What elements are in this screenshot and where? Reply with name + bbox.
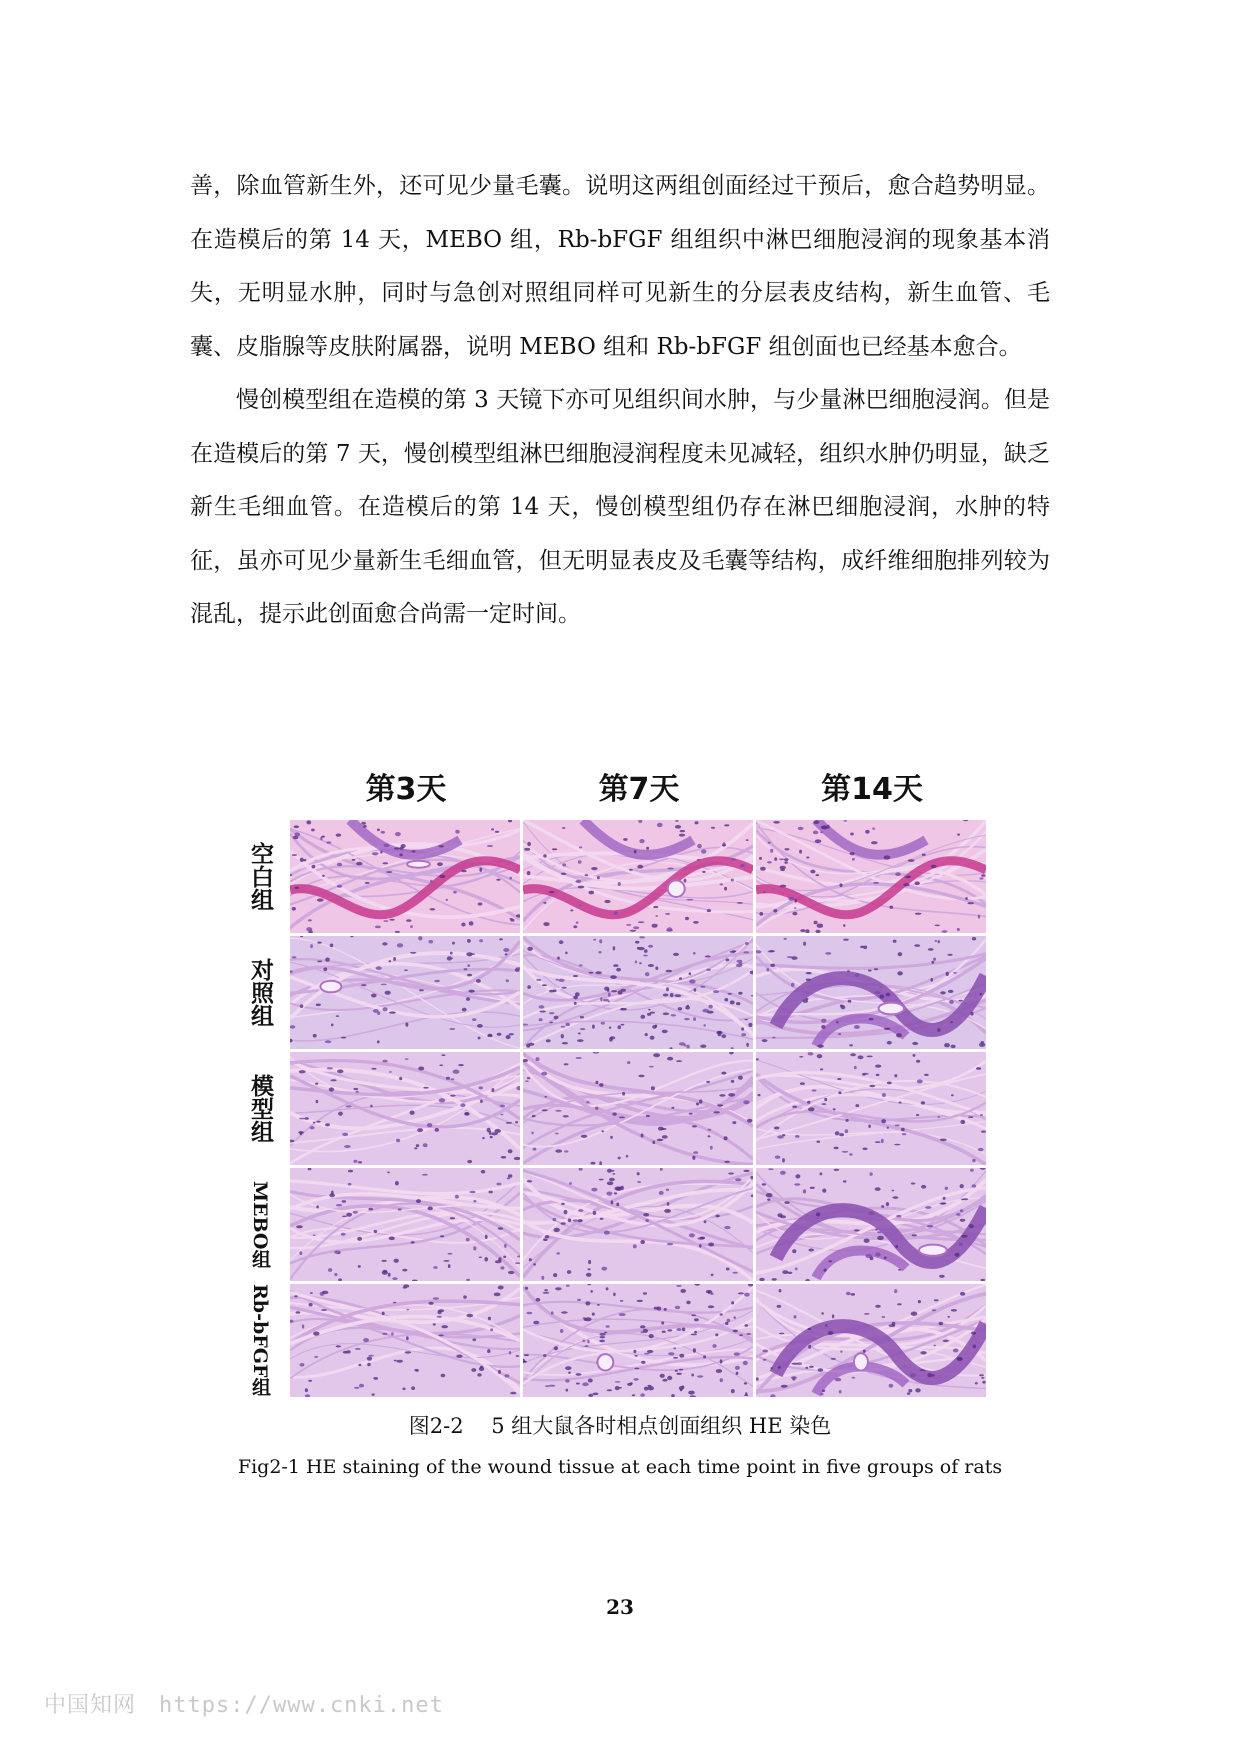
row-label-control: 对照组: [247, 958, 274, 1027]
micrograph-model-day14: [756, 1052, 986, 1165]
micrograph-rb-bfgf-day7: [523, 1284, 753, 1397]
paragraph-1: 善，除血管新生外，还可见少量毛囊。说明这两组创面经过干预后，愈合趋势明显。在造模后的第 14 天，MEBO 组，Rb-bFGF 组组织中淋巴细胞浸润的现象基本消失，无明显水肿，同时与急创对照组同样可见新生的分层表皮结构，新生血管、毛囊、皮脂腺等皮肤附属器，说明 MEBO 组和 Rb-bFGF 组创面也已经基本愈合。: [190, 173, 1050, 360]
row-label-blank: 空白组: [247, 842, 274, 911]
micrograph-rb-bfgf-day3: [290, 1284, 520, 1397]
micrograph-blank-day14: [756, 820, 986, 933]
page-number: 23: [606, 1595, 634, 1619]
micrograph-control-day7: [523, 936, 753, 1049]
micrograph-control-day3: [290, 936, 520, 1049]
micrograph-mebo-day3: [290, 1168, 520, 1281]
micrograph-rb-bfgf-day14: [756, 1284, 986, 1397]
figure-caption-cn: 图2-2 5 组大鼠各时相点创面组织 HE 染色: [408, 1414, 832, 1438]
micrograph-blank-day7: [523, 820, 753, 933]
micrograph-mebo-day14: [756, 1168, 986, 1281]
micrograph-model-day3: [290, 1052, 520, 1165]
micrograph-blank-day3: [290, 820, 520, 933]
column-header-day14: 第14天: [821, 772, 923, 807]
paragraph-2: 慢创模型组在造模的第 3 天镜下亦可见组织间水肿，与少量淋巴细胞浸润。但是在造模后的第 7 天，慢创模型组淋巴细胞浸润程度未见减轻，组织水肿仍明显，缺乏新生毛细血管。在造模后的第 14 天，慢创模型组仍存在淋巴细胞浸润，水肿的特征，虽亦可见少量新生毛细血管，但无明显表皮及毛囊等结构，成纤维细胞排列较为混乱，提示此创面愈合尚需一定时间。: [190, 387, 1050, 627]
micrograph-model-day7: [523, 1052, 753, 1165]
micrograph-control-day14: [756, 936, 986, 1049]
column-header-day7: 第7天: [598, 772, 680, 807]
figure-caption-en: Fig2-1 HE staining of the wound tissue at each time point in five groups of rats: [237, 1456, 1003, 1478]
row-label-model: 模型组: [247, 1074, 274, 1143]
column-header-day3: 第3天: [365, 772, 447, 807]
body-text: [190, 160, 1050, 642]
row-label-rb-bfgf: Rb-bFGF组: [249, 1284, 271, 1397]
row-label-mebo: MEBO组: [249, 1180, 271, 1269]
cnki-watermark: 中国知网 https://www.cnki.net: [44, 1693, 444, 1718]
micrograph-mebo-day7: [523, 1168, 753, 1281]
